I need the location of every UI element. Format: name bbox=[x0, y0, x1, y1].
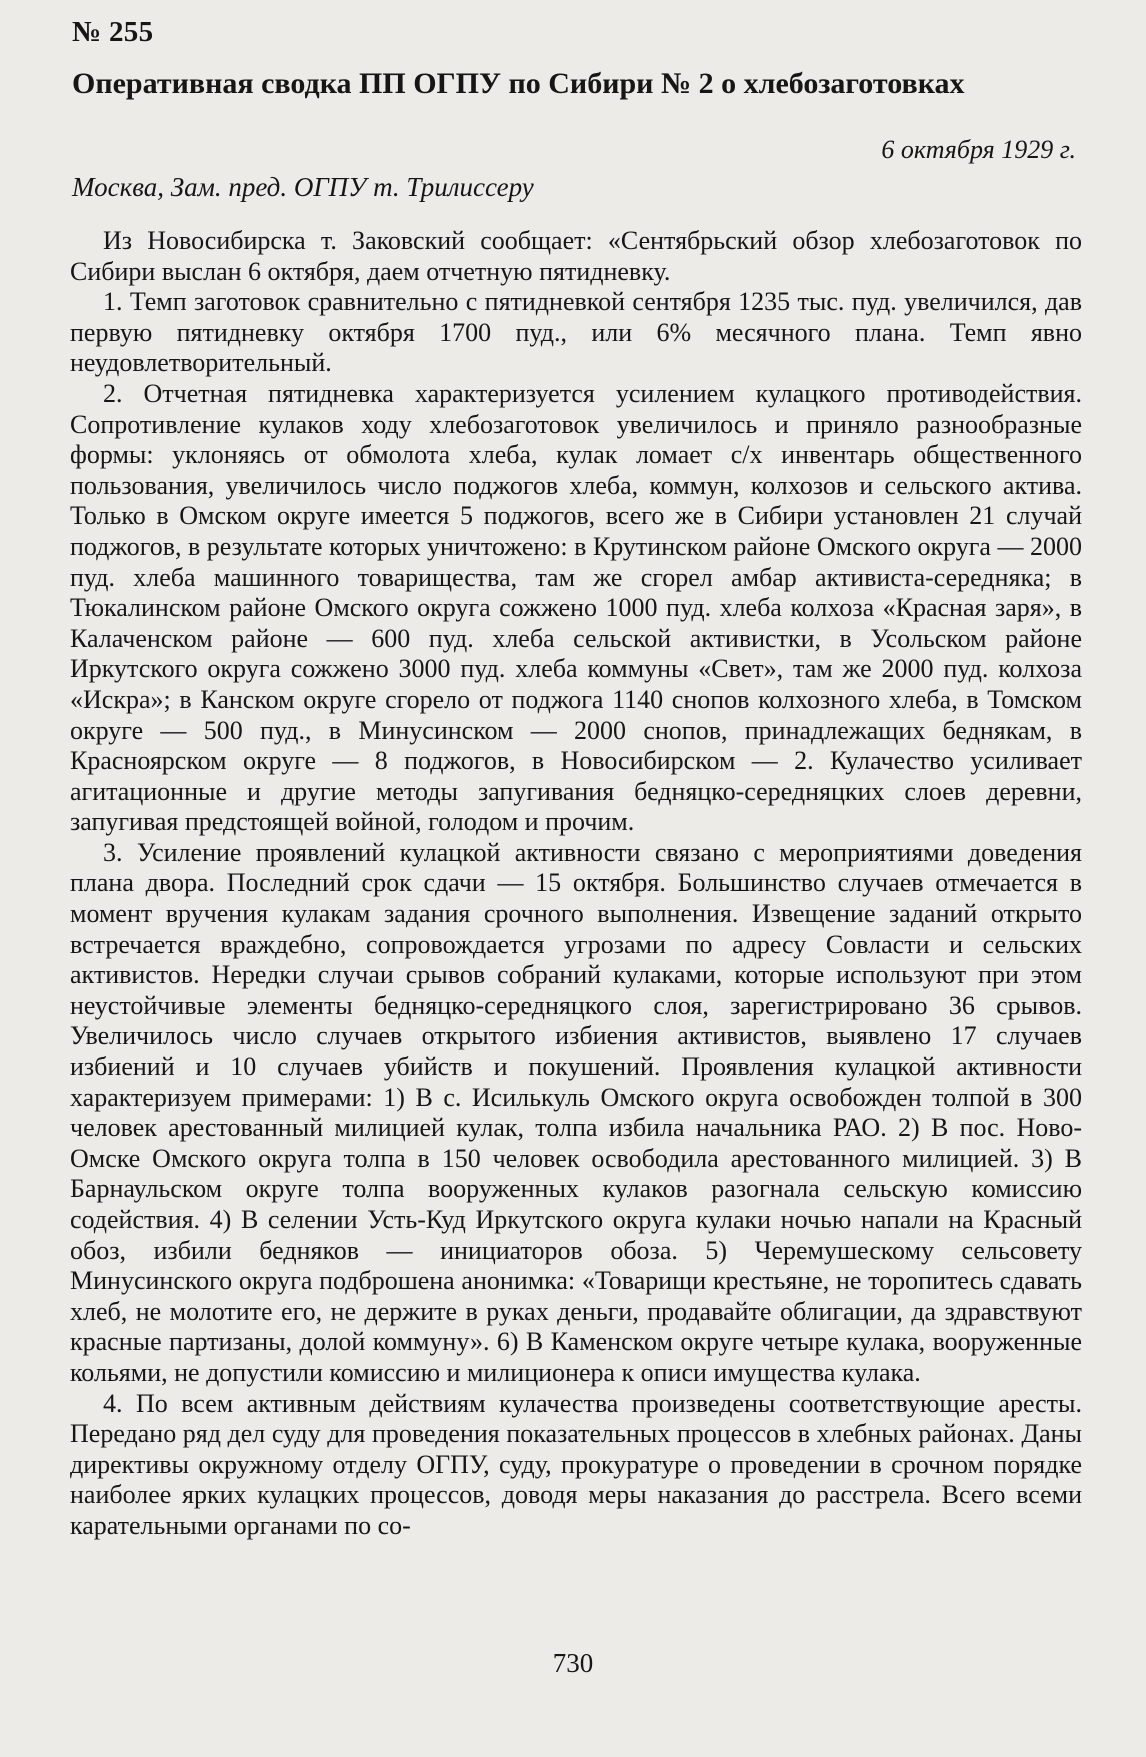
paragraph-intro: Из Новосибирска т. Заковский сообщает: «Сентябрьский обзор хлебозаготовок по Сибири выслан 6 октября, даем отчетную пятидневку. bbox=[70, 226, 1082, 286]
document-addressee: Москва, Зам. пред. ОГПУ т. Трилиссеру bbox=[72, 172, 534, 202]
paragraph-2: 2. Отчетная пятидневка характеризуется усилением кулацкого противодействия. Сопротивление кулаков ходу хлебозаготовок увеличилось и приняло разнообразные формы: уклоняясь от обмолота хлеба, кулак ломает с/х инвентарь общественного пользования, увеличилось число поджогов хлеба, коммун, колхозов и сельского актива. Только в Омском округе имеется 5 поджогов, всего же в Сибири установлен 21 случай поджогов, в результате которых уничтожено: в Крутинском районе Омского округа — 2000 пуд. хлеба машинного товарищества, там же сгорел амбар активиста-середняка; в Тюкалинском районе Омского округа сожжено 1000 пуд. хлеба колхоза «Красная заря», в Калаченском районе — 600 пуд. хлеба сельской активистки, в Усольском районе Иркутского округа сожжено 3000 пуд. хлеба коммуны «Свет», там же 2000 пуд. колхоза «Искра»; в Канском округе сгорело от поджога 1140 снопов колхозного хлеба, в Томском округе — 500 пуд., в Минусинском — 2000 снопов, принадлежащих беднякам, в Красноярском округе — 8 поджогов, в Новосибирском — 2. Кулачество усиливает агитационные и другие методы запугивания бедняцко-середняцких слоев деревни, запугивая предстоящей войной, голодом и прочим. bbox=[70, 378, 1082, 837]
paragraph-3: 3. Усиление проявлений кулацкой активности связано с мероприятиями доведения плана двора. Последний срок сдачи — 15 октября. Большинство случаев отмечается в момент вручения кулакам задания срочного выполнения. Извещение заданий открыто встречается враждебно, сопровождается угрозами по адресу Совласти и сельских активистов. Нередки случаи срывов собраний кулаками, которые используют при этом неустойчивые элементы бедняцко-середняцкого слоя, зарегистрировано 36 срывов. Увеличилось число случаев открытого избиения активистов, выявлено 17 случаев избиений и 10 случаев убийств и покушений. Проявления кулацкой активности характеризуем примерами: 1) В с. Исилькуль Омского округа освобожден толпой в 300 человек арестованный милицией кулак, толпа избила начальника РАО. 2) В пос. Ново-Омске Омского округа толпа в 150 человек освободила арестованного милицией. 3) В Барнаульском округе толпа вооруженных кулаков разогнала сельскую комиссию содействия. 4) В селении Усть-Куд Иркутского округа кулаки ночью напали на Красный обоз, избили бедняков — инициаторов обоза. 5) Черемушескому сельсовету Минусинского округа подброшена анонимка: «Товарищи крестьяне, не торопитесь сдавать хлеб, не молотите его, не держите в руках деньги, продавайте облигации, да здравствуют красные партизаны, долой коммуну». 6) В Каменском округе четыре кулака, вооруженные кольями, не допустили комиссию и милиционера к описи имущества кулака. bbox=[70, 837, 1082, 1387]
paragraph-4: 4. По всем активным действиям кулачества произведены соответствующие аресты. Передано ряд дел суду для проведения показательных процессов в хлебных районах. Даны директивы окружному отделу ОГПУ, суду, прокуратуре о проведении в срочном порядке наиболее ярких кулацких процессов, доводя меры наказания до расстрела. Всего всеми карательными органами по со- bbox=[70, 1388, 1082, 1540]
page-number: 730 bbox=[552, 1648, 594, 1678]
document-title: Оперативная сводка ПП ОГПУ по Сибири № 2 о хлебозаготовках bbox=[72, 67, 965, 100]
document-date: 6 октября 1929 г. bbox=[881, 135, 1076, 164]
document-number: № 255 bbox=[72, 16, 154, 48]
document-body bbox=[70, 226, 1082, 1542]
paragraph-1: 1. Темп заготовок сравнительно с пятидневкой сентября 1235 тыс. пуд. увеличился, дав первую пятидневку октября 1700 пуд., или 6% месячного плана. Темп явно неудовлетворительный. bbox=[70, 287, 1082, 378]
